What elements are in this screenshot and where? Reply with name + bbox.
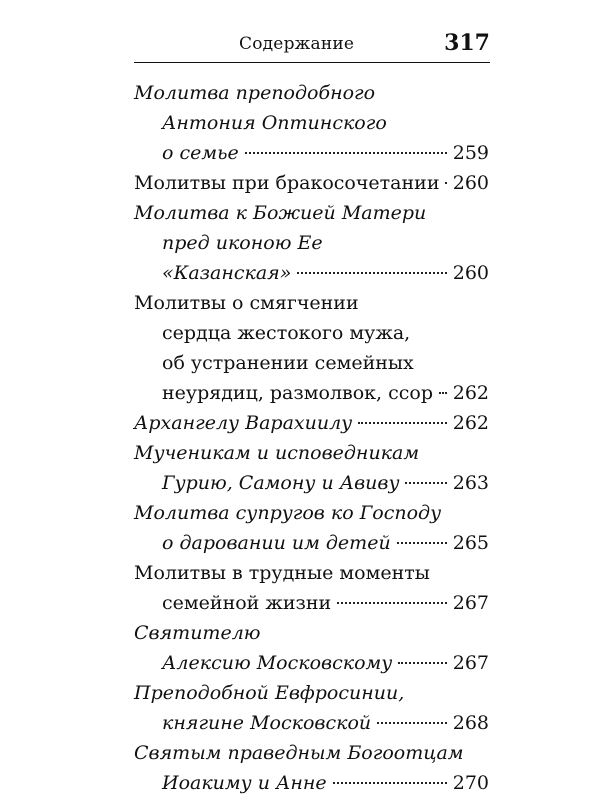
- toc-entry-text: неурядиц, размолвок, ссор: [162, 382, 434, 404]
- toc-entry-line: [134, 768, 489, 798]
- toc-entry-text: Гурию, Самону и Авиву: [162, 472, 400, 494]
- toc-entry-text: Антония Оптинского: [162, 112, 387, 134]
- toc-page-number: 260: [452, 172, 489, 194]
- toc-entry-text: Молитва преподобного: [134, 82, 376, 104]
- toc-entry-text: семейной жизни: [162, 592, 332, 614]
- toc-entry-line: [134, 468, 489, 498]
- toc-entry-line: [134, 198, 489, 228]
- toc-entry[interactable]: [134, 78, 489, 168]
- toc-entry-text: «Казанская»: [162, 262, 292, 284]
- dot-leader: [245, 151, 447, 154]
- toc-entry-line: [134, 648, 489, 678]
- toc-entry[interactable]: [134, 198, 489, 288]
- toc-entry-text: пред иконою Ее: [162, 232, 323, 254]
- toc-entry-line: [134, 528, 489, 558]
- toc-page-number: 265: [452, 532, 489, 554]
- toc-entry-text: Иоакиму и Анне: [162, 772, 327, 794]
- toc-entry[interactable]: [134, 678, 489, 738]
- toc-entry-text: о семье: [162, 142, 239, 164]
- toc-page-number: 267: [452, 652, 489, 674]
- toc-entry-line: [134, 348, 489, 378]
- toc-entry-text: Молитвы при бракосочетании: [134, 172, 440, 194]
- toc-entry-line: [134, 168, 489, 198]
- toc-page-number: 262: [452, 382, 489, 404]
- toc-entry-line: [134, 498, 489, 528]
- toc-entry[interactable]: [134, 618, 489, 678]
- toc-entry[interactable]: [134, 558, 489, 618]
- toc-entry-line: [134, 558, 489, 588]
- toc-entry-line: [134, 78, 489, 108]
- toc-entry-text: Святителю: [134, 622, 261, 644]
- toc-entry-text: Молитвы в трудные моменты: [134, 562, 430, 584]
- toc-entry-text: Молитва к Божией Матери: [134, 202, 427, 224]
- table-of-contents: [134, 78, 489, 798]
- toc-page-number: 262: [452, 412, 489, 434]
- toc-entry-line: [134, 108, 489, 138]
- dot-leader: [405, 481, 446, 484]
- toc-entry-line: [134, 288, 489, 318]
- toc-entry-line: [134, 258, 489, 288]
- dot-leader: [358, 421, 447, 424]
- toc-entry[interactable]: [134, 168, 489, 198]
- toc-entry-text: сердца жестокого мужа,: [162, 322, 411, 344]
- dot-leader: [445, 181, 446, 184]
- toc-entry-line: [134, 588, 489, 618]
- toc-entry[interactable]: [134, 408, 489, 438]
- toc-entry-line: [134, 708, 489, 738]
- dot-leader: [398, 661, 446, 664]
- toc-entry-line: [134, 378, 489, 408]
- toc-entry-text: Святым праведным Богоотцам: [134, 742, 464, 764]
- toc-entry-text: об устранении семейных: [162, 352, 414, 374]
- dot-leader: [333, 781, 447, 784]
- toc-page-number: 259: [452, 142, 489, 164]
- toc-entry-text: Алексию Московскому: [162, 652, 393, 674]
- toc-entry-text: о даровании им детей: [162, 532, 391, 554]
- dot-leader: [337, 601, 447, 604]
- toc-page-number: 260: [452, 262, 489, 284]
- toc-entry-line: [134, 138, 489, 168]
- toc-entry-text: Мученикам и исповедникам: [134, 442, 420, 464]
- toc-entry[interactable]: [134, 438, 489, 498]
- dot-leader: [297, 271, 446, 274]
- toc-entry-text: княгине Московской: [162, 712, 372, 734]
- toc-page-number: 268: [452, 712, 489, 734]
- toc-entry-line: [134, 408, 489, 438]
- header-title: Содержание: [239, 34, 355, 54]
- toc-entry-text: Преподобной Евфросинии,: [134, 682, 405, 704]
- toc-entry[interactable]: [134, 738, 489, 798]
- toc-entry-text: Молитвы о смягчении: [134, 292, 359, 314]
- toc-entry-line: [134, 738, 489, 768]
- toc-entry-text: Архангелу Варахиилу: [134, 412, 353, 434]
- toc-entry-line: [134, 228, 489, 258]
- toc-entry[interactable]: [134, 498, 489, 558]
- toc-entry-line: [134, 438, 489, 468]
- toc-entry-line: [134, 678, 489, 708]
- toc-entry-text: Молитва супругов ко Господу: [134, 502, 442, 524]
- toc-page-number: 267: [452, 592, 489, 614]
- dot-leader: [397, 541, 447, 544]
- toc-entry-line: [134, 318, 489, 348]
- toc-entry-line: [134, 618, 489, 648]
- dot-leader: [377, 721, 447, 724]
- running-header: [134, 28, 490, 63]
- dot-leader: [439, 391, 447, 394]
- toc-page-number: 263: [452, 472, 489, 494]
- toc-page-number: 270: [452, 772, 489, 794]
- header-page-number: 317: [444, 30, 490, 56]
- toc-entry[interactable]: [134, 288, 489, 408]
